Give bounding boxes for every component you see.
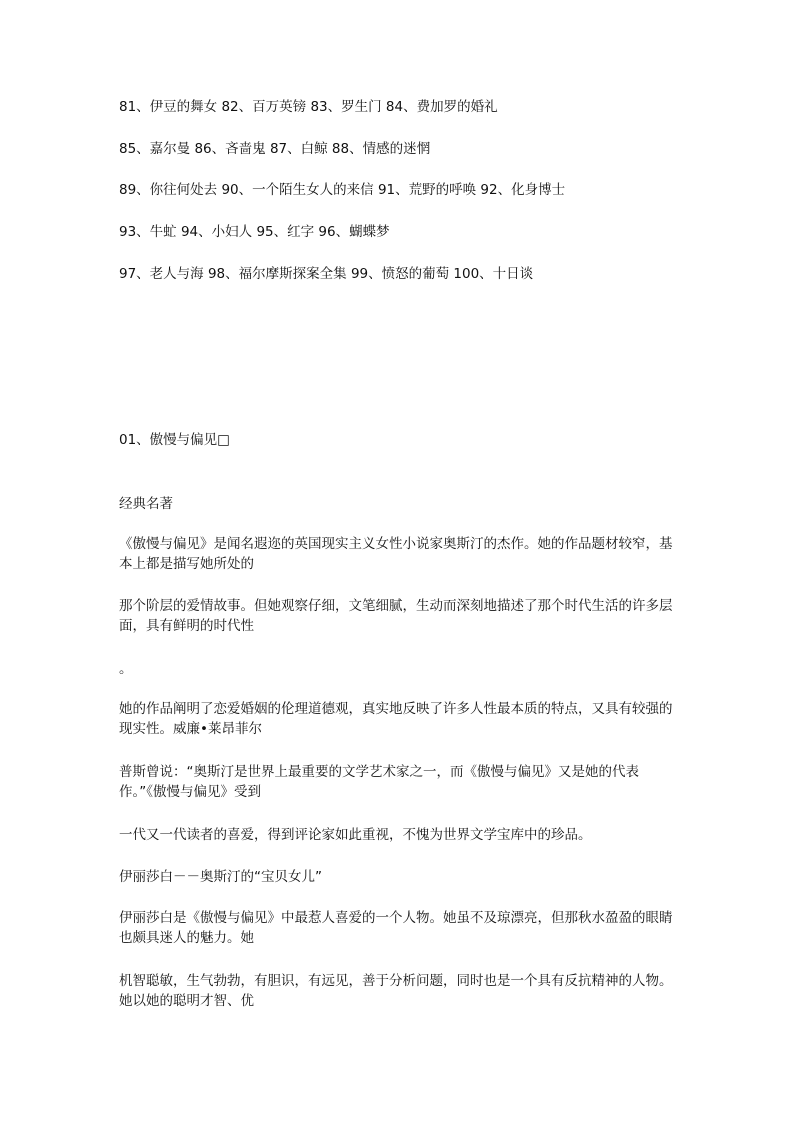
paragraph-intro: 《傲慢与偏见》是闻名遐迩的英国现实主义女性小说家奥斯汀的杰作。她的作品题材较窄，基本上都是描写她所处的: [119, 536, 673, 572]
list-line-97-100: 97、老人与海 98、福尔摩斯探案全集 99、愤怒的葡萄 100、十日谈: [119, 266, 534, 282]
paragraph-quote: 普斯曾说：“奥斯汀是世界上最重要的文学艺术家之一，而《傲慢与偏见》又是她的代表作。”《傲慢与偏见》受到: [119, 764, 639, 800]
list-line-85-88: 85、嘉尔曼 86、吝啬鬼 87、白鲸 88、情感的迷惘: [119, 141, 431, 157]
heading-elizabeth: 伊丽莎白－－奥斯汀的“宝贝女儿”: [119, 869, 322, 885]
list-line-89-92: 89、你往何处去 90、一个陌生女人的来信 91、荒野的呼唤 92、化身博士: [119, 182, 566, 198]
paragraph-acclaim: 一代又一代读者的喜爱，得到评论家如此重视，不愧为世界文学宝库中的珍品。: [119, 827, 592, 843]
paragraph-themes: 她的作品阐明了恋爱婚姻的伦理道德观，真实地反映了许多人性最本质的特点，又具有较强的现实性。威廉•莱昂菲尔: [119, 701, 673, 737]
paragraph-period: 。: [119, 661, 133, 677]
section-title: 01、傲慢与偏见□: [119, 432, 230, 448]
list-line-93-96: 93、牛虻 94、小妇人 95、红字 96、蝴蝶梦: [119, 224, 390, 240]
paragraph-elizabeth-1: 伊丽莎白是《傲慢与偏见》中最惹人喜爱的一个人物。她虽不及琼漂亮，但那秋水盈盈的眼睛也颇具迷人的魅力。她: [119, 910, 673, 946]
subtitle: 经典名著: [119, 496, 173, 512]
list-line-81-84: 81、伊豆的舞女 82、百万英镑 83、罗生门 84、费加罗的婚礼: [119, 99, 498, 115]
paragraph-detail: 那个阶层的爱情故事。但她观察仔细，文笔细腻，生动而深刻地描述了那个时代生活的许多层面，具有鲜明的时代性: [119, 598, 673, 634]
paragraph-elizabeth-2: 机智聪敏，生气勃勃，有胆识，有远见，善于分析问题，同时也是一个具有反抗精神的人物。她以她的聪明才智、优: [119, 973, 673, 1009]
